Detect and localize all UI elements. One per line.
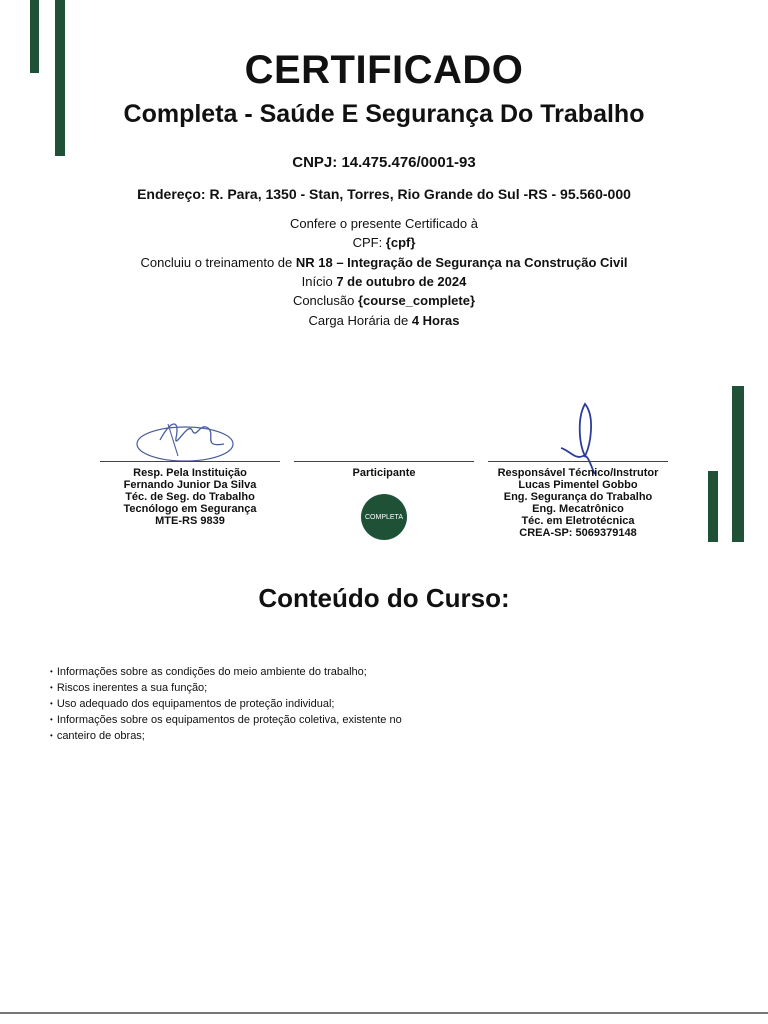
left-signer-title2: Tecnólogo em Segurança [123,503,257,515]
decor-bar-right-long [732,386,744,542]
right-signer-registry: CREA-SP: 5069379148 [519,527,637,539]
right-signer-title3: Téc. em Eletrotécnica [521,515,635,527]
company-cnpj: CNPJ: 14.475.476/0001-93 [292,154,476,171]
bullet-icon: • [50,715,53,724]
conclusion-value: {course_complete} [357,293,476,308]
list-item: • Informações sobre os equipamentos de proteção coletiva, existente no [50,714,402,726]
content-title: Conteúdo do Curso: [258,583,510,613]
hours-line [0,313,768,328]
company-name: Completa - Saúde E Segurança Do Trabalho [123,100,645,128]
decor-bar-right-short [708,471,718,542]
start-date: 7 de outubro de 2024 [336,274,467,289]
company-logo [361,494,407,540]
signature-block-middle [294,467,474,479]
right-signer-name: Lucas Pimentel Gobbo [518,479,638,491]
signature-line-middle [294,461,474,462]
list-item: • Uso adequado dos equipamentos de proteção individual; [50,698,335,710]
signature-block-right [488,467,668,539]
left-signer-name: Fernando Junior Da Silva [123,479,257,491]
left-signer-title1: Téc. de Seg. do Trabalho [125,491,255,503]
page-bottom-divider [0,1012,768,1014]
signature-line-left [100,461,280,462]
list-item: • Riscos inerentes a sua função; [50,682,208,694]
training-prefix: Concluiu o treinamento de [140,255,296,270]
content-list [50,664,402,744]
hours-value: 4 Horas [411,313,460,328]
cpf-value: {cpf} [385,235,416,250]
bullet-icon: • [50,667,53,676]
left-signer-role: Resp. Pela Instituição [133,467,247,479]
certificate-title: CERTIFICADO [244,48,524,92]
company-logo-text: COMPLETA [365,513,403,521]
signature-block-left [100,467,280,527]
training-name: NR 18 – Integração de Segurança na Construção Civil [295,255,628,270]
right-signer-title1: Eng. Segurança do Trabalho [503,491,653,503]
start-label: Início [301,274,337,289]
company-address: Endereço: R. Para, 1350 - Stan, Torres, Rio Grande do Sul -RS - 95.560-000 [137,186,631,202]
left-signer-registry: MTE-RS 9839 [155,515,225,527]
bullet-icon: • [50,699,53,708]
hours-label: Carga Horária de [308,313,412,328]
conclusion-label: Conclusão [292,293,358,308]
list-item: • Informações sobre as condições do meio ambiente do trabalho; [50,666,367,678]
cpf-label: CPF: [352,235,386,250]
certificate-intro: Confere o presente Certificado à [290,216,478,231]
right-signer-role: Responsável Técnico/Instrutor [497,467,659,479]
conclusion-line [0,293,768,308]
participant-label: Participante [352,467,416,479]
signature-line-right [488,461,668,462]
signature-left-image [130,410,240,466]
list-item: • canteiro de obras; [50,730,145,742]
cpf-line [0,235,768,250]
bullet-icon: • [50,731,53,740]
bullet-icon: • [50,683,53,692]
right-signer-title2: Eng. Mecatrônico [532,503,624,515]
start-line [0,274,768,289]
training-line [0,255,768,270]
